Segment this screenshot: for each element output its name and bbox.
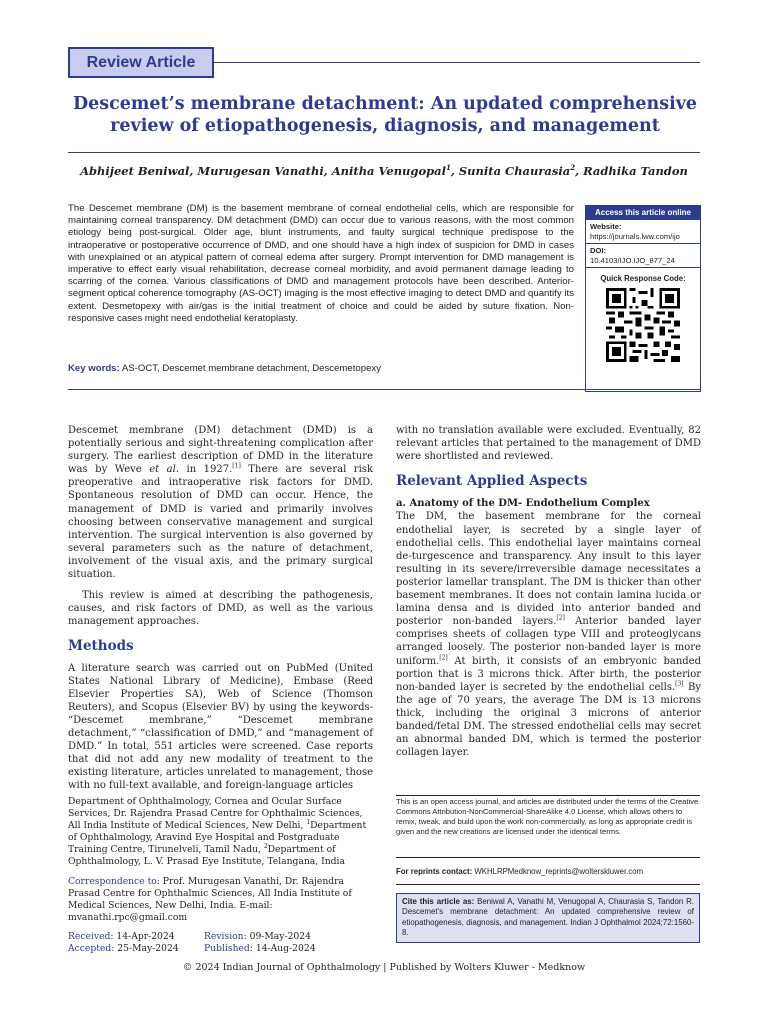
keywords-label: Key words: xyxy=(68,363,120,374)
intro-paragraph: Descemet membrane (DM) detachment (DMD) is a potentially serious and sight-threatening complication after surgery. The earliest description of DMD in the literature was by Weve et al. in 1927.[1] There are several risk preoperative and intraoperative risk factors for DMD. Spontaneous resolution of DMD can occur. Hence, the management of DMD is varied and primarily involves choosing between conservative management and surgical intervention. The surgical intervention is also governed by several parameters such as the nature of detachment, involvement of the visual axis, and the primary surgical situation. xyxy=(68,425,373,581)
header-rule xyxy=(214,62,700,63)
citation-ref[interactable]: [2] xyxy=(439,654,448,662)
website-cell xyxy=(586,220,700,244)
doi-link[interactable]: 10.4103/IJO.IJO_877_24 xyxy=(590,255,675,265)
license-rule xyxy=(396,857,700,858)
cite-box: Cite this article as: Beniwal A, Vanathi M, Venugopal A, Chaurasia S, Tandon R. Descemet’s membrane detachment: An updated comprehensive review of etiopathogenesis, diagnosis, and management. Indian J Ophthalmol 2024;72:1560-8. xyxy=(396,893,700,943)
doi-label: DOI: xyxy=(590,246,607,255)
page-footer: © 2024 Indian Journal of Ophthalmology | Published by Wolters Kluwer - Medknow xyxy=(182,962,586,973)
aim-paragraph: This review is aimed at describing the pathogenesis, causes, and risk factors of DMD, as well as the various management approaches. xyxy=(68,590,373,628)
anatomy-paragraph: The DM, the basement membrane for the corneal endothelial layer, is secreted by a single layer of endothelial cells. This endothelial layer maintains corneal de-turgescence and transparency. Any insult to this layer resulting in its severe/irreversible damage necessitates a posterior lamellar transplant. The DM is thicker than other basement membranes. It does not contain lamina lucida or lamina densa and is divided into anterior banded and posterior non-banded layers.[2] Anterior banded layer comprises sheets of collagen type VIII and proteoglycans arranged loosely. The posterior non-banded layer is more uniform.[2] At birth, it consists of an embryonic banded portion that is 3 microns thick. After birth, the posterior non-banded layer is secreted by the endothelial cells.[3] By the age of 70 years, the average The DM is 13 microns thick, including the original 3 microns of anterior banded/fetal DM. The stressed endothelial cells may secret an abnormal banded DM, which is termed the posterior collagen layer. xyxy=(396,511,701,759)
section-heading: Relevant Applied Aspects xyxy=(396,473,588,490)
reprints-email[interactable]: WKHLRPMedknow_reprints@wolterskluwer.com xyxy=(472,867,644,876)
keywords-rule xyxy=(68,389,700,390)
affiliations-block xyxy=(68,796,373,955)
access-online-box xyxy=(585,205,701,392)
title-rule xyxy=(68,152,700,153)
article-title: Descemet’s membrane detachment: An updated comprehensive review of etiopathogenesis, diagnosis, and management xyxy=(72,94,698,136)
methods-paragraph: A literature search was carried out on PubMed (United States National Library of Medicine), Embase (Reed Elsevier Properties SA), Web of Science (Thomson Reuters), and Scopus (Elsevier BV) by using the keywords- “Descemet membrane,” “Descemet membrane detachment,” “classification of DMD,” and “management of DMD.” In total, 551 articles were screened. Case reports that did not add any new modality of treatment to the existing literature, articles unrelated to management, those with no full-text available, and foreign-language articles xyxy=(68,662,373,792)
citation-ref[interactable]: [2] xyxy=(556,614,565,622)
author-list: Abhijeet Beniwal, Murugesan Vanathi, Anitha Venugopal$^1$, Sunita Chaurasia$^2$, Radhika Tandon xyxy=(80,163,688,178)
license-rule xyxy=(396,795,700,796)
doi-cell xyxy=(586,244,700,268)
dates-row-2: Accepted: 25-May-2024 Published: 14-Aug-2024 xyxy=(68,943,316,955)
access-box-heading: Access this article online xyxy=(586,206,700,220)
qr-label: Quick Response Code: xyxy=(600,274,686,283)
website-link[interactable]: https://journals.lww.com/ijo xyxy=(590,231,680,241)
article-type-badge: Review Article xyxy=(68,47,214,78)
abstract: The Descemet membrane (DM) is the basement membrane of corneal endothelial cells, which are responsible for maintaining corneal transparency. DM detachment (DMD) can occur due to various reasons, with the most common etiology being post-surgical. Older age, blunt instruments, and faulty surgical technique predispose to the intraoperative or postoperative occurrence of DMD, and one should have a high index of suspicion for DMD in cases with unexplained or an atypical pattern of corneal edema after surgery. Prompt intervention for DMD management is imperative to effect early visual rehabilitation, decrease corneal morbidity, and avoid permanent damage leading to scarring of the cornea. Various classifications of DMD and management protocols have been described. Anterior-segment optical coherence tomography (AS-OCT) imaging is the most effective imaging to detect DMD and quantify its extent. Desmetopexy with air/gas is the initial treatment of choice and could be aided by suture fixation. Non-responsive cases might need endothelial keratoplasty. xyxy=(68,203,574,324)
correspondence: Correspondence to: Prof. Murugesan Vanathi, Dr. Rajendra Prasad Centre for Ophthalmic Sciences, All India Institute of Medical Sciences, New Delhi, India. E-mail: mvanathi.rpc@gmail.com xyxy=(68,875,352,923)
keywords-text: AS-OCT, Descemet membrane detachment, Descemetopexy xyxy=(121,363,381,374)
website-label: Website: xyxy=(590,222,622,231)
reprints-rule xyxy=(396,884,700,885)
methods-continued: with no translation available were excluded. Eventually, 82 relevant articles that pertained to the management of DMD were shortlisted and reviewed. xyxy=(396,425,701,463)
right-column xyxy=(396,424,701,759)
methods-heading: Methods xyxy=(68,638,134,655)
qr-code-icon[interactable] xyxy=(606,288,680,362)
license-text: This is an open access journal, and articles are distributed under the terms of the Creative Commons Attribution-NonCommercial-ShareAlike 4.0 License, which allows others to remix, tweak, and build upon the work non-commercially, as long as appropriate credit is given and the new creations are licensed under the identical terms. xyxy=(396,797,699,836)
subsection-heading: a. Anatomy of the DM- Endothelium Complex xyxy=(396,498,650,510)
reprints-contact: For reprints contact: WKHLRPMedknow_reprints@wolterskluwer.com xyxy=(396,867,644,876)
affiliations: Department of Ophthalmology, Cornea and Ocular Surface Services, Dr. Rajendra Prasad Centre for Ophthalmic Sciences, All India Institute of Medical Sciences, New Delhi, $^1$Department of Ophthalmology, Aravind Eye Hospital and Postgraduate Training Centre, Tirunelveli, Tamil Nadu, $^2$Department of Ophthalmology, L. V. Prasad Eye Institute, Telangana, India xyxy=(68,796,367,868)
left-column xyxy=(68,424,373,792)
keywords xyxy=(68,363,574,374)
citation-ref[interactable]: [1] xyxy=(232,462,241,470)
dates-row-1: Received: 14-Apr-2024 Revision: 09-May-2024 xyxy=(68,930,311,942)
citation-ref[interactable]: [3] xyxy=(675,680,684,688)
